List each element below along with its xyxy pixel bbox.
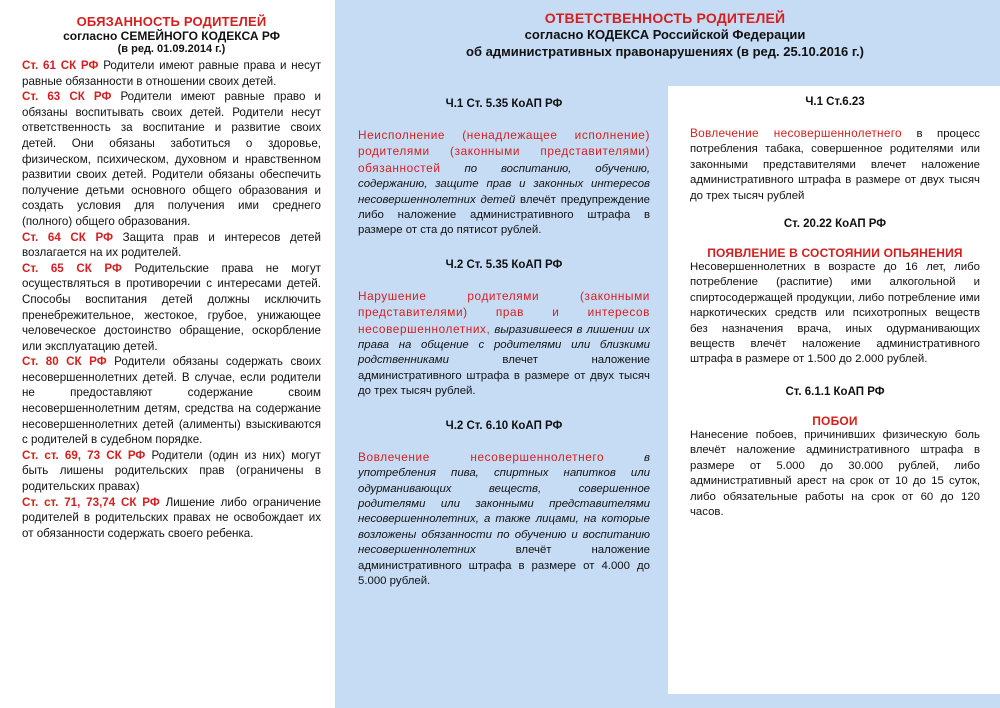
- article-body: Родители имеют равные права и несут равные обязанности в отношении своих детей.: [22, 59, 321, 88]
- article-penalty: в процесс потребления табака, совершенное родителями или законными представителями влечет наложение административного штрафа в размере от двух тысяч до трех тысяч рублей: [690, 128, 981, 202]
- article-penalty: влечёт наложение административного штрафа в размере от 4.000 до 5.000 рублей.: [358, 544, 650, 587]
- article-text: [358, 450, 650, 590]
- article-body: Родители обязаны содержать своих несовершеннолетних детей. В случае, если родители не предоставляют содержание своим несовершеннолетним детям, средства на содержание несовершеннолетних детей (алименты) взыскиваются с родителей в судебном порядке.: [22, 355, 321, 447]
- left-article-item: [22, 230, 321, 261]
- article-italic-phrase: выразившееся в лишении их права на общение с родителями или близкими родственниками: [358, 323, 650, 367]
- article-body: Защита прав и интересов детей возлагается на их родителей.: [22, 230, 321, 260]
- article-penalty: влечет наложение административного штрафа в размере от двух тысяч до трех тысяч рублей.: [358, 354, 650, 398]
- article-text: Нанесение побоев, причинивших физическую боль влечёт наложение административного штрафа в размере от 5.000 до 30.000 рублей, либо административный арест на срок от 10 до 15 суток, либо обязательные работы на срок от 60 до 120 часов.: [690, 428, 980, 518]
- left-article-item: [22, 261, 321, 355]
- article-body: Родители имеют равные право и обязаны воспитывать своих детей. Родители несут ответственность за воспитание и развитие своих детей. Они обязаны заботиться о здоровье, физическом, психическом, духовном и нравственном развитии своих детей. Родители обязаны обеспечить получение детьми основного общего образования и создать условия для получения ими среднего (полного) общего образования.: [22, 90, 321, 228]
- article-reference: Ст. 63 СК РФ: [22, 90, 112, 104]
- article-text: Несовершеннолетних в возрасте до 16 лет, либо потребление (распитие) ими алкогольной и спиртосодержащей продукции, либо потребление ими наркотических средств или психотропных веществ без назначения врача, иных одурманивающих веществ влечёт наложение административного штрафа в размере от 1.500 до 2.000 рублей.: [690, 261, 980, 366]
- article-reference: Ст. 61 СК РФ: [22, 59, 99, 72]
- article-italic-phrase: по воспитанию, обучению, содержанию, защите прав и законных интересов несовершеннолетних детей: [358, 162, 650, 206]
- article-title: Ч.1 Ст. 5.35 КоАП РФ: [445, 98, 563, 110]
- article-red-phrase: Неисполнение (ненадлежащее исполнение) родителями (законными представителями) обязанностей: [358, 128, 650, 175]
- left-edition-date: (в ред. 01.09.2014 г.): [117, 43, 226, 55]
- left-subtitle: согласно СЕМЕЙНОГО КОДЕКСА РФ: [63, 29, 280, 43]
- article-title: Ч.2 Ст. 6.10 КоАП РФ: [445, 419, 563, 432]
- article-text: [358, 289, 650, 400]
- article-reference: Ст. 80 СК РФ: [22, 355, 107, 369]
- article-text: [358, 128, 650, 239]
- article-red-phrase: Нарушение родителями (законными представителями) прав и интересов несовершеннолетних,: [358, 288, 650, 336]
- article-title: Ч.2 Ст. 5.35 КоАП РФ: [445, 258, 563, 271]
- left-article-item: [22, 495, 321, 542]
- article-reference: Ст. 65 СК РФ: [22, 261, 122, 275]
- article-body: Родители (один из них) могут быть лишены родительских прав (ограничены в родительских правах): [22, 448, 321, 494]
- article-title: Ст. 20.22 КоАП РФ: [783, 218, 887, 231]
- article-red-phrase: Вовлечение несовершеннолетнего: [358, 449, 605, 464]
- responsibility-title: ОТВЕТСТВЕННОСТЬ РОДИТЕЛЕЙ: [544, 10, 786, 26]
- article-reference: Ст. 64 СК РФ: [22, 230, 113, 244]
- right-column: [690, 92, 980, 520]
- section-heading: ПОБОИ: [812, 413, 858, 428]
- article-italic-phrase: в употребления пива, спиртных напитков или одурманивающих веществ, совершенное родителями или законными представителями несовершеннолетних, а также лицами, на которые возложены обязанности по обучению и воспитанию несовершеннолетних: [358, 451, 650, 557]
- article-body: Родительские права не могут осуществляться в противоречии с интересами детей. Способы воспитания детей должны исключить пренебрежительное, жестокое, грубое, унижающее человеческое достоинство обращение, оскорбление или эксплуатацию детей.: [22, 261, 321, 353]
- left-articles-list: [22, 58, 321, 541]
- article-title: Ч.1 Ст.6.23: [805, 96, 865, 108]
- left-panel: [0, 0, 335, 708]
- left-article-item: [22, 448, 321, 495]
- article-reference: Ст. ст. 71, 73,74 СК РФ: [22, 495, 160, 509]
- responsibility-edition: об административных правонарушениях (в ред. 25.10.2016 г.): [466, 44, 864, 59]
- article-penalty: влечёт предупреждение либо наложение административного штрафа в размере от ста до пятисот рублей.: [358, 193, 650, 237]
- article-text: [690, 126, 980, 204]
- article-red-phrase: Вовлечение несовершеннолетнего: [690, 126, 902, 140]
- left-title: ОБЯЗАННОСТЬ РОДИТЕЛЕЙ: [76, 14, 267, 29]
- article-body: Лишение либо ограничение родителей в родительских правах не освобождает их от обязанности содержать своего ребенка.: [22, 495, 321, 540]
- article-reference: Ст. ст. 69, 73 СК РФ: [22, 448, 146, 462]
- article-title: Ст. 6.1.1 КоАП РФ: [785, 385, 885, 398]
- responsibility-header: [400, 10, 930, 60]
- section-heading: ПОЯВЛЕНИЕ В СОСТОЯНИИ ОПЬЯНЕНИЯ: [707, 246, 963, 261]
- responsibility-subtitle: согласно КОДЕКСА Российской Федерации: [524, 27, 806, 42]
- left-article-item: [22, 89, 321, 229]
- left-article-item: [22, 58, 321, 89]
- middle-column: [358, 92, 650, 589]
- left-article-item: [22, 354, 321, 448]
